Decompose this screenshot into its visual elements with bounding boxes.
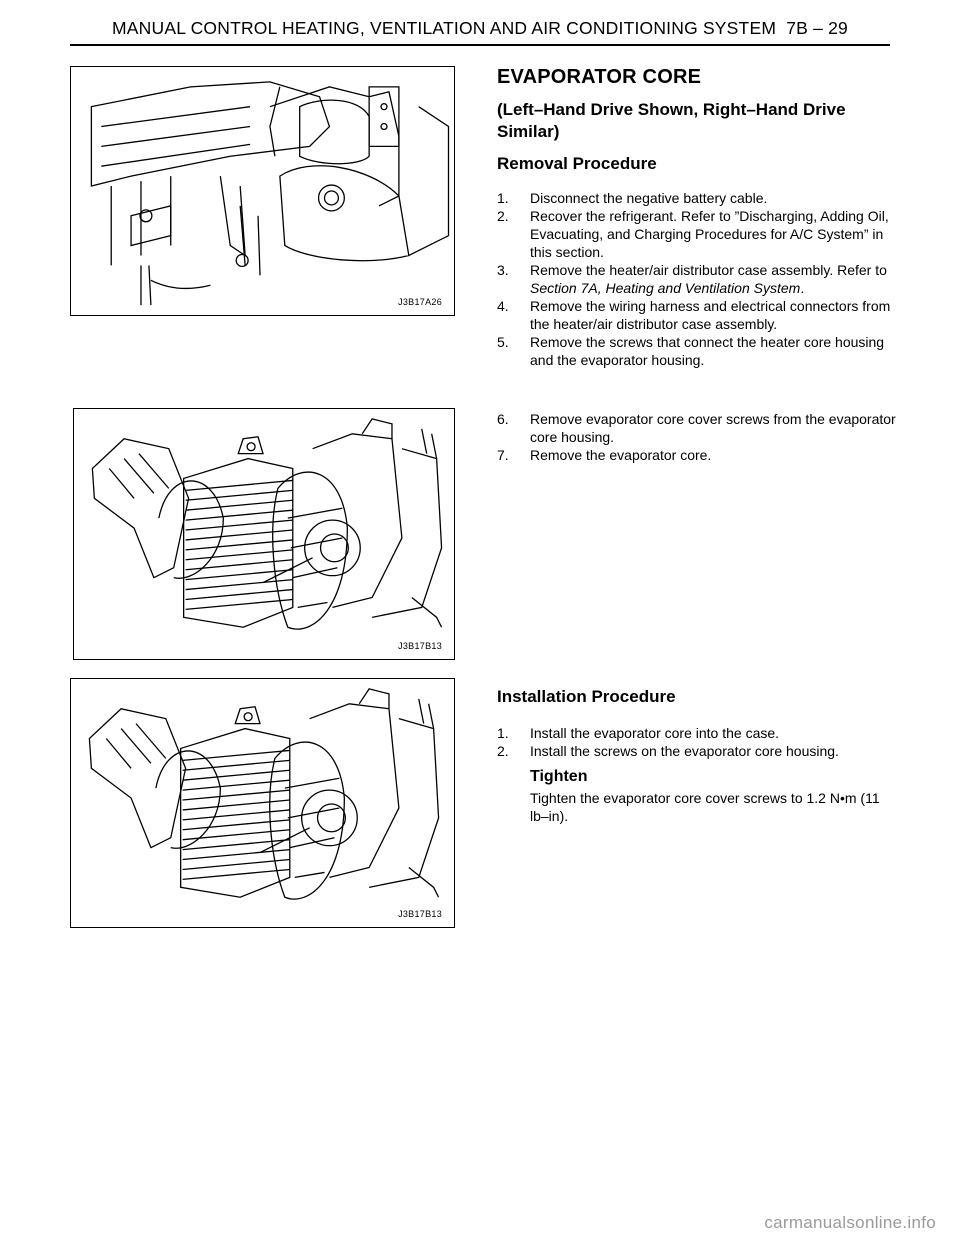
list-item: 2. Install the screws on the evaporator core housing. (497, 743, 839, 759)
figure-heater-case (70, 66, 455, 316)
removal-heading: Removal Procedure (497, 154, 657, 173)
removal-column-continued (497, 410, 897, 464)
removal-steps-continued (497, 410, 897, 464)
list-item: 6. Remove evaporator core cover screws from the evaporator core housing. (497, 411, 896, 445)
list-item: 1. Disconnect the negative battery cable. (497, 190, 768, 206)
watermark: carmanualsonline.info (764, 1213, 936, 1232)
page-number: 7B – 29 (786, 18, 848, 38)
heater-case-illustration (71, 67, 454, 315)
figure-code: J3B17A26 (398, 297, 442, 307)
section-reference: Section 7A, Heating and Ventilation System (530, 280, 801, 296)
list-item: 4. Remove the wiring harness and electrical connectors from the heater/air distributor case assembly. (497, 298, 891, 332)
list-item: 3. Remove the heater/air distributor case assembly. Refer to Section 7A, Heating and Ventilation System. (497, 262, 887, 296)
page-header (70, 18, 890, 39)
list-item: 2. Recover the refrigerant. Refer to ”Discharging, Adding Oil, Evacuating, and Charging Procedures for A/C System” in this section. (497, 208, 889, 260)
figure-code: J3B17B13 (398, 909, 442, 919)
removal-column (497, 66, 897, 369)
header-title: MANUAL CONTROL HEATING, VENTILATION AND AIR CONDITIONING SYSTEM (112, 18, 777, 38)
section-subtitle: (Left–Hand Drive Shown, Right–Hand Drive Similar) (497, 100, 846, 141)
evaporator-exploded-illustration (74, 409, 454, 659)
figure-evaporator-exploded-installation (70, 678, 455, 928)
list-item: 1. Install the evaporator core into the case. (497, 725, 780, 741)
figure-evaporator-exploded-removal (73, 408, 455, 660)
installation-steps (497, 724, 897, 760)
installation-column (497, 686, 897, 825)
tighten-spec: Tighten the evaporator core cover screws to 1.2 N•m (11 lb–in). (530, 790, 880, 824)
tighten-label: Tighten (530, 768, 588, 785)
evaporator-exploded-illustration (71, 679, 454, 927)
installation-heading: Installation Procedure (497, 687, 676, 706)
section-title: EVAPORATOR CORE (497, 66, 702, 88)
list-item: 5. Remove the screws that connect the heater core housing and the evaporator housing. (497, 334, 885, 368)
figure-code: J3B17B13 (398, 641, 442, 651)
list-item: 7. Remove the evaporator core. (497, 447, 712, 463)
removal-steps (497, 189, 897, 369)
header-rule (70, 44, 890, 46)
